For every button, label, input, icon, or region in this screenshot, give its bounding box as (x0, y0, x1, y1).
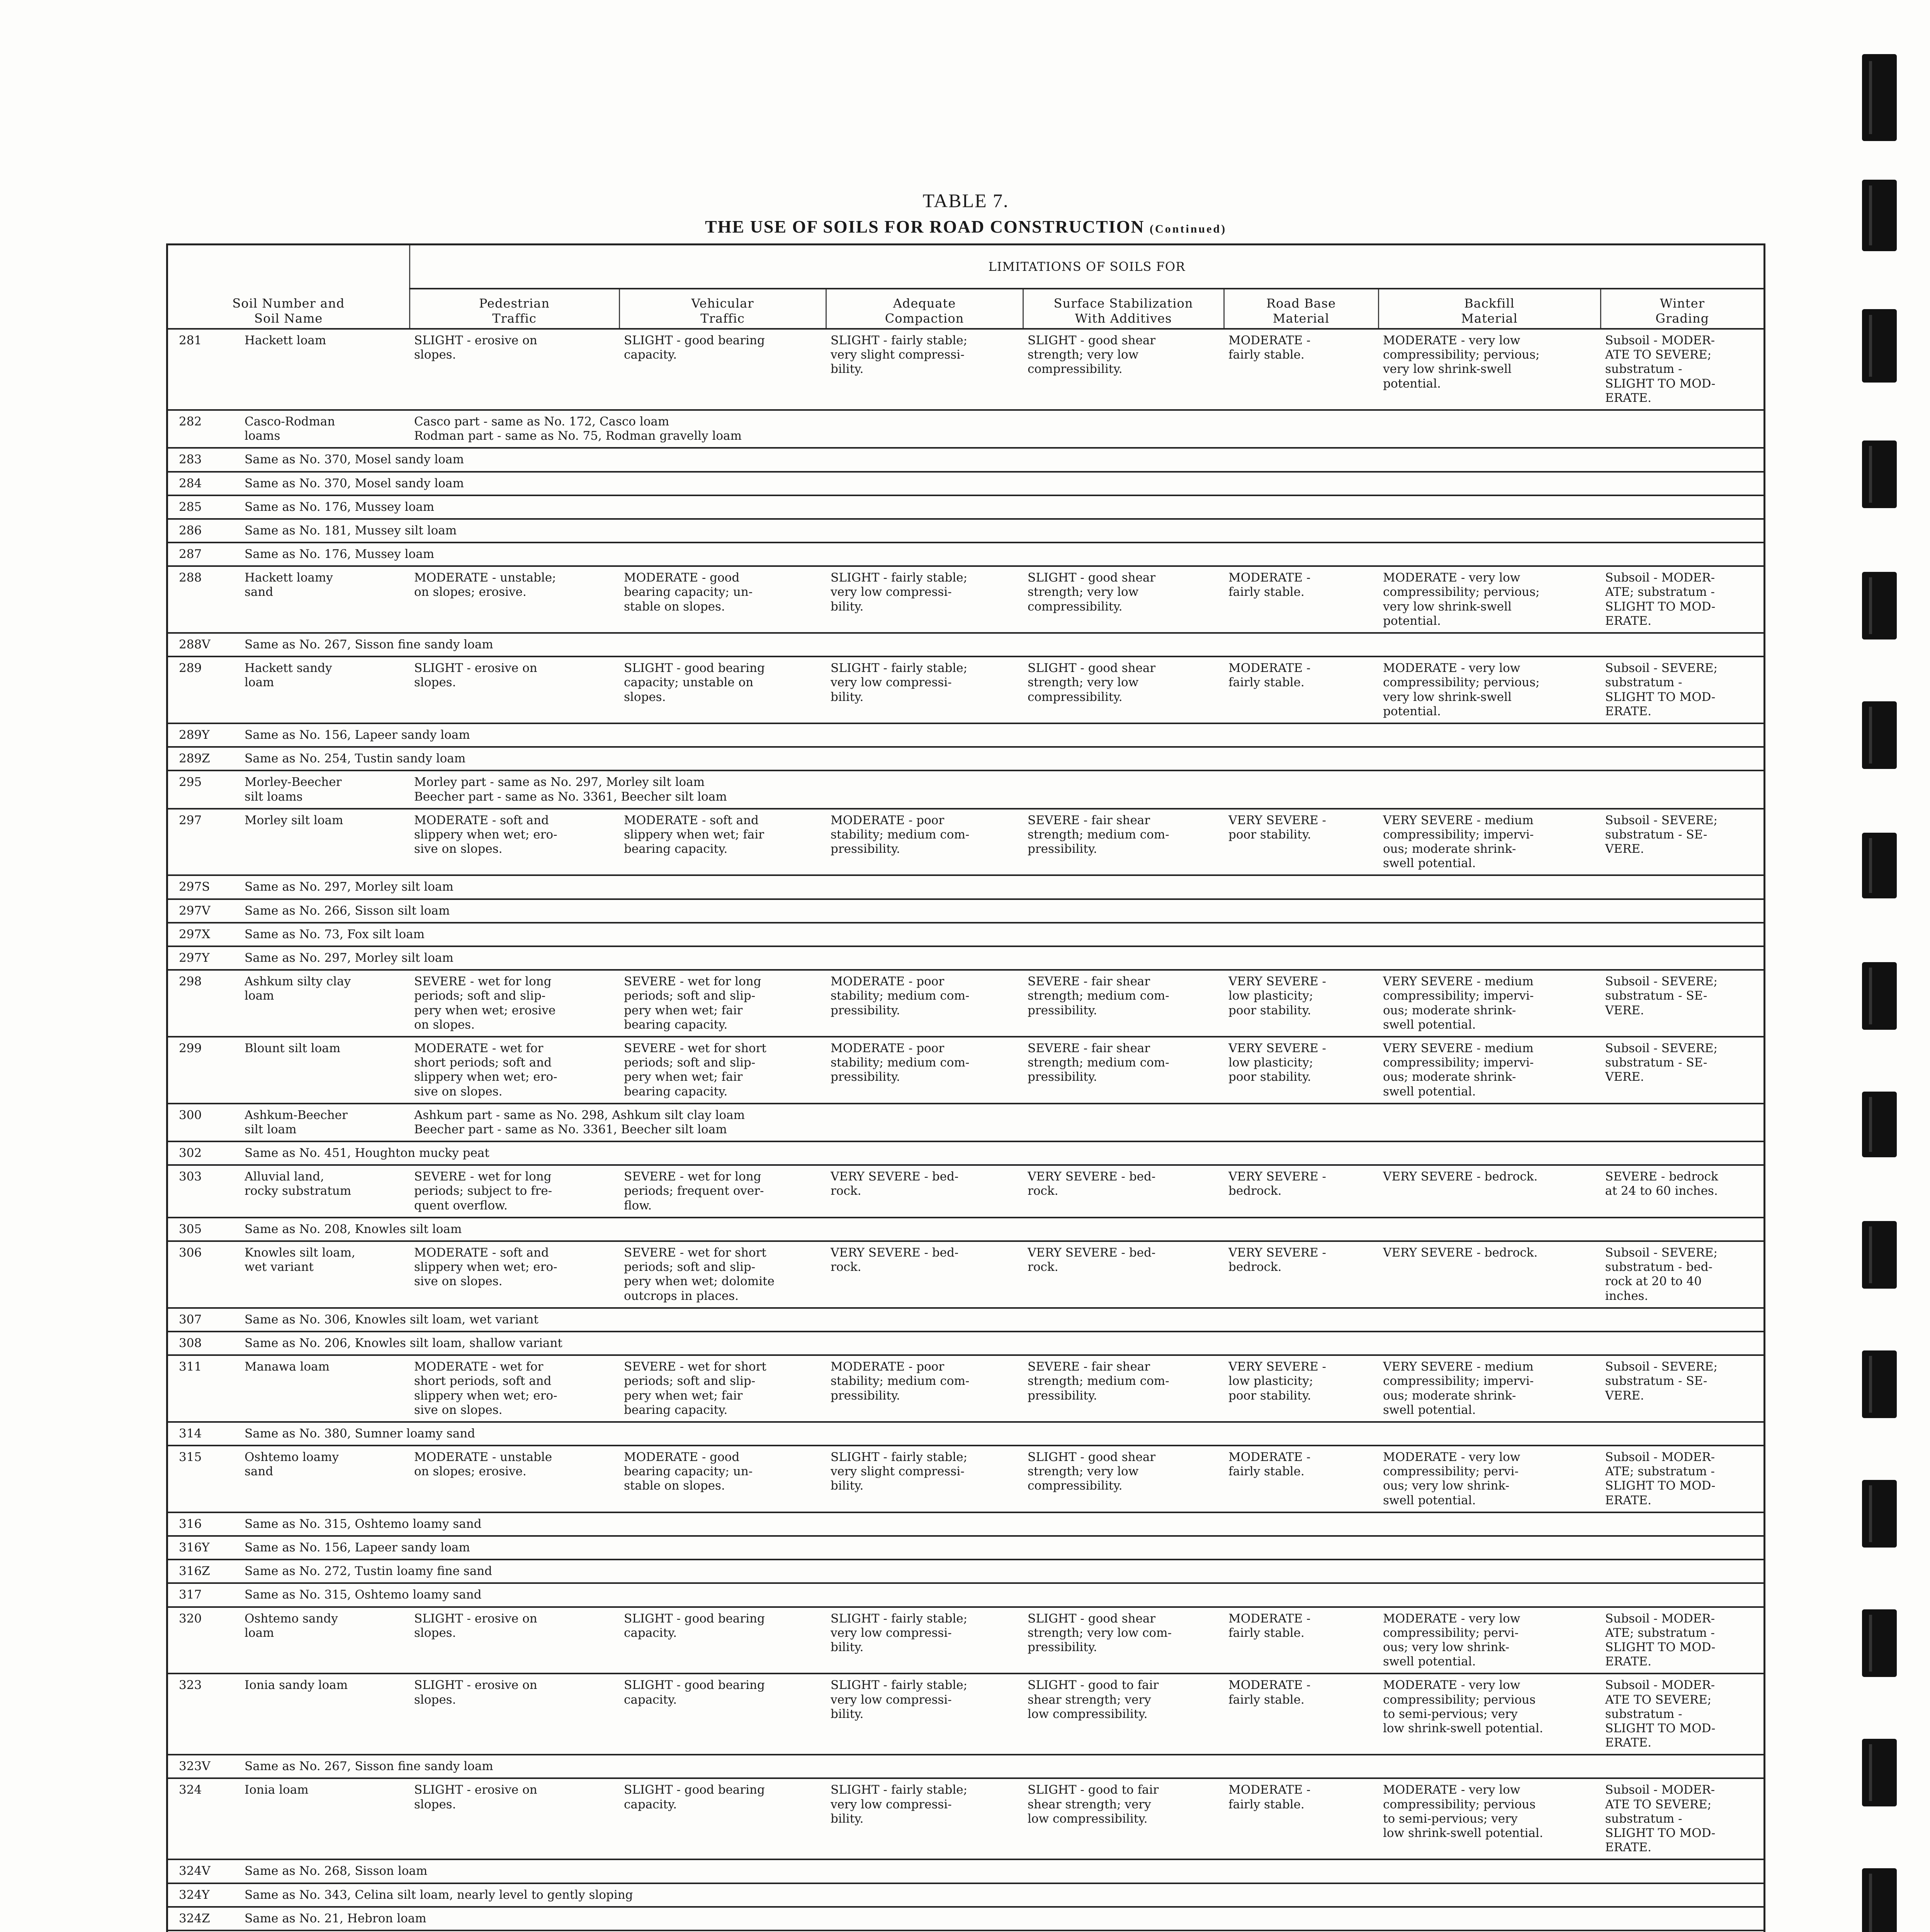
soil-number-text: 311 (179, 1360, 202, 1374)
soil-number (168, 495, 1764, 519)
soil-number-text: 285 (179, 500, 202, 514)
table-row (168, 1560, 1764, 1583)
table-row (168, 472, 1764, 495)
table-row (168, 1141, 1764, 1165)
same-as-text: Same as No. 208, Knowles silt loam (245, 1222, 462, 1236)
road-base-cell: MODERATE - fairly stable. (1224, 1673, 1378, 1755)
table-row (168, 875, 1764, 899)
pedestrian-cell: MODERATE - unstable; on slopes; erosive. (409, 566, 619, 633)
same-as-text: Same as No. 306, Knowles silt loam, wet variant (245, 1312, 539, 1327)
same-as-text: Same as No. 297, Morley silt loam (245, 951, 454, 965)
binding-mark (1862, 1739, 1897, 1806)
vehicular-cell: SLIGHT - good bearing capacity. (619, 329, 826, 410)
stabilization-cell: SEVERE - fair shear strength; medium com- pressibility. (1023, 809, 1224, 876)
stabilization-cell: VERY SEVERE - bed- rock. (1023, 1165, 1224, 1218)
header-soil-spacer (168, 245, 409, 289)
vehicular-cell: SLIGHT - good bearing capacity. (619, 1673, 826, 1755)
soil-number (168, 970, 409, 1037)
backfill-cell: MODERATE - very low compressibility; pervious; very low shrink-swell potential. (1378, 329, 1600, 410)
same-as-text: Casco part - same as No. 172, Casco loam Rodman part - same as No. 75, Rodman gravelly loam (409, 410, 1764, 448)
vehicular-cell: SEVERE - wet for short periods; soft and slip- pery when wet; fair bearing capacity. (619, 1355, 826, 1422)
road-base-cell: VERY SEVERE - low plasticity; poor stability. (1224, 1355, 1378, 1422)
soil-number (168, 1536, 1764, 1560)
table-row (168, 1778, 1764, 1859)
soil-name: Oshtemo loamy sand (245, 1450, 339, 1479)
same-as-text: Same as No. 73, Fox silt loam (245, 927, 425, 941)
road-base-cell: VERY SEVERE - poor stability. (1224, 809, 1378, 876)
soil-number (168, 923, 1764, 946)
same-as-text: Same as No. 176, Mussey loam (245, 547, 435, 561)
soil-number-text: 289Y (179, 728, 210, 742)
soil-number-text: 303 (179, 1170, 202, 1184)
soil-name: Oshtemo sandy loam (245, 1611, 338, 1640)
soil-number-text: 281 (179, 333, 202, 347)
soil-name: Manawa loam (245, 1360, 330, 1374)
table-row (168, 946, 1764, 970)
continued-label: (Continued) (1150, 223, 1227, 235)
table-row (168, 1241, 1764, 1308)
soil-number (168, 747, 1764, 770)
soil-name: Ionia loam (245, 1783, 309, 1797)
soil-number (168, 1607, 409, 1674)
winter-grading-cell: Subsoil - MODER- ATE; substratum - SLIGHT TO MOD- ERATE. (1600, 1446, 1764, 1512)
table-row (168, 1446, 1764, 1512)
same-as-text: Same as No. 370, Mosel sandy loam (245, 476, 464, 490)
compaction-cell: MODERATE - poor stability; medium com- pressibility. (826, 970, 1023, 1037)
same-as-text: Same as No. 315, Oshtemo loamy sand (245, 1517, 482, 1531)
soil-table-frame (166, 243, 1765, 1932)
same-as-text: Same as No. 370, Mosel sandy loam (245, 452, 464, 467)
pedestrian-cell: SEVERE - wet for long periods; soft and slip- pery when wet; erosive on slopes. (409, 970, 619, 1037)
table-row (168, 923, 1764, 946)
vehicular-cell: MODERATE - soft and slippery when wet; fair bearing capacity. (619, 809, 826, 876)
soil-number (168, 1560, 1764, 1583)
soil-number (168, 566, 409, 633)
soil-number-text: 324Z (179, 1911, 210, 1925)
road-base-cell: VERY SEVERE - bedrock. (1224, 1241, 1378, 1308)
soil-number (168, 809, 409, 876)
backfill-cell: VERY SEVERE - bedrock. (1378, 1165, 1600, 1218)
soil-number-text: 286 (179, 523, 202, 537)
soil-name: Ashkum silty clay loam (245, 975, 351, 1003)
backfill-cell: MODERATE - very low compressibility; pervi- ous; very low shrink- swell potential. (1378, 1607, 1600, 1674)
table-row (168, 1607, 1764, 1674)
compaction-cell: SLIGHT - fairly stable; very low compressi- bility. (826, 1778, 1023, 1859)
compaction-cell: SLIGHT - fairly stable; very slight compressi- bility. (826, 329, 1023, 410)
compaction-cell: SLIGHT - fairly stable; very low compressi- bility. (826, 566, 1023, 633)
same-as-text: Same as No. 156, Lapeer sandy loam (245, 728, 470, 742)
soil-number-text: 284 (179, 476, 202, 490)
soil-number (168, 1241, 409, 1308)
same-as-text: Ashkum part - same as No. 298, Ashkum silt clay loam Beecher part - same as No. 3361, Beecher silt loam (409, 1104, 1764, 1141)
winter-grading-cell: Subsoil - MODER- ATE; substratum - SLIGHT TO MOD- ERATE. (1600, 1607, 1764, 1674)
stabilization-cell: SEVERE - fair shear strength; medium com- pressibility. (1023, 1037, 1224, 1104)
road-base-cell: VERY SEVERE - bedrock. (1224, 1165, 1378, 1218)
backfill-cell: VERY SEVERE - medium compressibility; impervi- ous; moderate shrink- swell potential. (1378, 1037, 1600, 1104)
table-row (168, 747, 1764, 770)
soil-number (168, 329, 409, 410)
soil-number-text: 316Y (179, 1541, 210, 1554)
binding-mark (1862, 180, 1897, 251)
soil-number (168, 543, 1764, 566)
table-row (168, 1536, 1764, 1560)
table-row (168, 970, 1764, 1037)
soil-number (168, 723, 1764, 747)
soil-number (168, 633, 1764, 656)
soil-number-text: 295 (179, 775, 202, 789)
table-row (168, 410, 1764, 448)
backfill-cell: MODERATE - very low compressibility; pervi- ous; very low shrink- swell potential. (1378, 1446, 1600, 1512)
binding-mark (1862, 962, 1897, 1030)
table-row (168, 770, 1764, 808)
soil-number (168, 1037, 409, 1104)
soil-number-text: 297 (179, 813, 202, 827)
backfill-cell: MODERATE - very low compressibility; pervious; very low shrink-swell potential. (1378, 656, 1600, 723)
vehicular-cell: SLIGHT - good bearing capacity; unstable on slopes. (619, 656, 826, 723)
soil-number-text: 324 (179, 1783, 202, 1797)
table-row (168, 1165, 1764, 1218)
table-body (168, 329, 1764, 1930)
soil-name: Casco-Rodman loams (245, 414, 335, 443)
same-as-text: Same as No. 176, Mussey loam (245, 500, 435, 514)
soil-number (168, 875, 1764, 899)
pedestrian-cell: SEVERE - wet for long periods; subject to fre- quent overflow. (409, 1165, 619, 1218)
stabilization-cell: SLIGHT - good shear strength; very low compressibility. (1023, 566, 1224, 633)
soil-number-text: 306 (179, 1246, 202, 1260)
binding-mark (1862, 1350, 1897, 1418)
soil-name: Ashkum-Beecher silt loam (245, 1108, 348, 1136)
soil-number-text: 314 (179, 1426, 202, 1440)
soil-name: Hackett sandy loam (245, 661, 332, 690)
same-as-text: Same as No. 21, Hebron loam (245, 1911, 426, 1925)
same-as-text: Same as No. 267, Sisson fine sandy loam (245, 638, 493, 651)
soil-number (168, 519, 1764, 543)
vehicular-cell: SLIGHT - good bearing capacity. (619, 1607, 826, 1674)
compaction-cell: SLIGHT - fairly stable; very low compressi- bility. (826, 1673, 1023, 1755)
compaction-cell: SLIGHT - fairly stable; very slight compressi- bility. (826, 1446, 1023, 1512)
soil-number (168, 1218, 1764, 1241)
soil-number (168, 448, 1764, 471)
winter-grading-cell: Subsoil - MODER- ATE TO SEVERE; substratum - SLIGHT TO MOD- ERATE. (1600, 1673, 1764, 1755)
table-row (168, 1332, 1764, 1355)
binding-mark (1862, 440, 1897, 508)
soil-number (168, 1673, 409, 1755)
table-row (168, 1218, 1764, 1241)
binding-mark (1862, 54, 1897, 141)
header-road-base: Road Base Material (1224, 289, 1378, 329)
pedestrian-cell: SLIGHT - erosive on slopes. (409, 1607, 619, 1674)
binding-mark (1862, 572, 1897, 639)
compaction-cell: SLIGHT - fairly stable; very low compressi- bility. (826, 1607, 1023, 1674)
vehicular-cell: MODERATE - good bearing capacity; un- stable on slopes. (619, 566, 826, 633)
winter-grading-cell: Subsoil - MODER- ATE TO SEVERE; substratum - SLIGHT TO MOD- ERATE. (1600, 1778, 1764, 1859)
road-base-cell: MODERATE - fairly stable. (1224, 656, 1378, 723)
same-as-text: Same as No. 343, Celina silt loam, nearly level to gently sloping (245, 1888, 633, 1902)
winter-grading-cell: Subsoil - SEVERE; substratum - SE- VERE. (1600, 970, 1764, 1037)
soil-number (168, 1332, 1764, 1355)
vehicular-cell: SLIGHT - good bearing capacity. (619, 1778, 826, 1859)
soil-number-text: 324Y (179, 1888, 210, 1902)
vehicular-cell: SEVERE - wet for short periods; soft and slip- pery when wet; dolomite outcrops in places. (619, 1241, 826, 1308)
winter-grading-cell: Subsoil - SEVERE; substratum - SE- VERE. (1600, 1037, 1764, 1104)
binding-mark (1862, 833, 1897, 898)
soil-number-text: 297S (179, 880, 210, 894)
road-base-cell: MODERATE - fairly stable. (1224, 1446, 1378, 1512)
table-row (168, 566, 1764, 633)
winter-grading-cell: Subsoil - MODER- ATE TO SEVERE; substratum - SLIGHT TO MOD- ERATE. (1600, 329, 1764, 410)
table-row (168, 1673, 1764, 1755)
header-soil: Soil Number and Soil Name (168, 289, 409, 329)
stabilization-cell: SLIGHT - good shear strength; very low compressibility. (1023, 656, 1224, 723)
header-group: LIMITATIONS OF SOILS FOR (409, 245, 1764, 289)
table-row (168, 1104, 1764, 1141)
table-row (168, 1907, 1764, 1930)
table-row (168, 1512, 1764, 1536)
table-row (168, 448, 1764, 471)
table-row (168, 1355, 1764, 1422)
stabilization-cell: SLIGHT - good shear strength; very low compressibility. (1023, 1446, 1224, 1512)
pedestrian-cell: MODERATE - wet for short periods, soft and slippery when wet; ero- sive on slopes. (409, 1355, 619, 1422)
header-winter-grading: Winter Grading (1600, 289, 1764, 329)
soil-number-text: 323V (179, 1759, 211, 1774)
soil-table (168, 245, 1764, 1931)
table-row (168, 1583, 1764, 1607)
same-as-text: Same as No. 297, Morley silt loam (245, 880, 454, 894)
soil-name: Hackett loam (245, 333, 326, 347)
binding-mark (1862, 1092, 1897, 1157)
same-as-text: Morley part - same as No. 297, Morley silt loam Beecher part - same as No. 3361, Beecher silt loam (409, 770, 1764, 808)
pedestrian-cell: MODERATE - unstable on slopes; erosive. (409, 1446, 619, 1512)
same-as-text: Same as No. 380, Sumner loamy sand (245, 1426, 475, 1440)
table-row (168, 899, 1764, 923)
stabilization-cell: SEVERE - fair shear strength; medium com- pressibility. (1023, 1355, 1224, 1422)
table-row (168, 633, 1764, 656)
soil-number-text: 308 (179, 1336, 202, 1350)
same-as-text: Same as No. 272, Tustin loamy fine sand (245, 1564, 492, 1578)
same-as-text: Same as No. 315, Oshtemo loamy sand (245, 1588, 482, 1602)
backfill-cell: MODERATE - very low compressibility; pervious; very low shrink-swell potential. (1378, 566, 1600, 633)
stabilization-cell: SLIGHT - good to fair shear strength; very low compressibility. (1023, 1778, 1224, 1859)
soil-number (168, 1512, 1764, 1536)
soil-number-text: 289Z (179, 752, 210, 766)
soil-number-text: 297V (179, 903, 211, 918)
soil-number (168, 1446, 409, 1512)
binding-mark (1862, 1480, 1897, 1548)
binding-mark (1862, 1609, 1897, 1677)
same-as-text: Same as No. 206, Knowles silt loam, shallow variant (245, 1336, 562, 1350)
table-row (168, 329, 1764, 410)
soil-number (168, 1165, 409, 1218)
soil-number (168, 1308, 1764, 1332)
binding-mark (1862, 1868, 1897, 1932)
stabilization-cell: SLIGHT - good shear strength; very low compressibility. (1023, 329, 1224, 410)
soil-name: Morley-Beecher silt loams (245, 775, 342, 804)
soil-number (168, 1755, 1764, 1778)
binding-mark (1862, 701, 1897, 769)
pedestrian-cell: MODERATE - soft and slippery when wet; ero- sive on slopes. (409, 1241, 619, 1308)
soil-number (168, 472, 1764, 495)
stabilization-cell: SEVERE - fair shear strength; medium com- pressibility. (1023, 970, 1224, 1037)
soil-number-text: 289 (179, 661, 202, 675)
table-row (168, 656, 1764, 723)
soil-number-text: 288V (179, 638, 211, 651)
winter-grading-cell: SEVERE - bedrock at 24 to 60 inches. (1600, 1165, 1764, 1218)
soil-number-text: 297X (179, 927, 211, 941)
soil-number (168, 1907, 1764, 1930)
soil-number (168, 1778, 409, 1859)
table-row (168, 1859, 1764, 1883)
pedestrian-cell: MODERATE - wet for short periods; soft and slippery when wet; ero- sive on slopes. (409, 1037, 619, 1104)
stabilization-cell: SLIGHT - good shear strength; very low com- pressibility. (1023, 1607, 1224, 1674)
soil-number (168, 770, 409, 808)
same-as-text: Same as No. 268, Sisson loam (245, 1864, 428, 1878)
road-base-cell: VERY SEVERE - low plasticity; poor stability. (1224, 1037, 1378, 1104)
soil-number-text: 302 (179, 1146, 202, 1160)
soil-number (168, 946, 1764, 970)
table-row (168, 495, 1764, 519)
winter-grading-cell: Subsoil - SEVERE; substratum - bed- rock at 20 to 40 inches. (1600, 1241, 1764, 1308)
soil-number-text: 283 (179, 452, 202, 467)
compaction-cell: MODERATE - poor stability; medium com- pressibility. (826, 1355, 1023, 1422)
soil-number (168, 899, 1764, 923)
soil-name: Knowles silt loam, wet variant (245, 1246, 355, 1274)
soil-number-text: 316 (179, 1517, 202, 1531)
header-backfill: Backfill Material (1378, 289, 1600, 329)
backfill-cell: VERY SEVERE - bedrock. (1378, 1241, 1600, 1308)
pedestrian-cell: SLIGHT - erosive on slopes. (409, 329, 619, 410)
same-as-text: Same as No. 451, Houghton mucky peat (245, 1146, 489, 1160)
vehicular-cell: MODERATE - good bearing capacity; un- stable on slopes. (619, 1446, 826, 1512)
table-number: TABLE 7. (923, 190, 1009, 211)
vehicular-cell: SEVERE - wet for long periods; frequent over- flow. (619, 1165, 826, 1218)
binding-mark (1862, 1221, 1897, 1289)
table-row (168, 519, 1764, 543)
soil-number-text: 324V (179, 1864, 211, 1878)
compaction-cell: MODERATE - poor stability; medium com- pressibility. (826, 809, 1023, 876)
vehicular-cell: SEVERE - wet for long periods; soft and slip- pery when wet; fair bearing capacity. (619, 970, 826, 1037)
same-as-text: Same as No. 266, Sisson silt loam (245, 903, 450, 918)
table-row (168, 543, 1764, 566)
header-compaction: Adequate Compaction (826, 289, 1023, 329)
table-title (166, 216, 1765, 237)
header-stabilization: Surface Stabilization With Additives (1023, 289, 1224, 329)
table-row (168, 1037, 1764, 1104)
soil-number-text: 300 (179, 1108, 202, 1122)
soil-number-text: 316Z (179, 1564, 210, 1578)
soil-number-text: 315 (179, 1450, 202, 1464)
soil-number (168, 1422, 1764, 1446)
soil-number (168, 1141, 1764, 1165)
header-vehicular: Vehicular Traffic (619, 289, 826, 329)
soil-number-text: 288 (179, 571, 202, 585)
soil-number-text: 323 (179, 1678, 202, 1692)
soil-number-text: 307 (179, 1312, 202, 1327)
same-as-text: Same as No. 254, Tustin sandy loam (245, 752, 466, 766)
compaction-cell: MODERATE - poor stability; medium com- pressibility. (826, 1037, 1023, 1104)
soil-number-text: 282 (179, 414, 202, 429)
soil-number-text: 297Y (179, 951, 210, 965)
winter-grading-cell: Subsoil - SEVERE; substratum - SE- VERE. (1600, 1355, 1764, 1422)
table-row (168, 1308, 1764, 1332)
header-pedestrian: Pedestrian Traffic (409, 289, 619, 329)
soil-name: Hackett loamy sand (245, 571, 333, 599)
compaction-cell: VERY SEVERE - bed- rock. (826, 1165, 1023, 1218)
soil-name: Blount silt loam (245, 1041, 341, 1055)
road-base-cell: MODERATE - fairly stable. (1224, 329, 1378, 410)
soil-name: Ionia sandy loam (245, 1678, 348, 1692)
road-base-cell: MODERATE - fairly stable. (1224, 566, 1378, 633)
same-as-text: Same as No. 267, Sisson fine sandy loam (245, 1759, 493, 1774)
stabilization-cell: SLIGHT - good to fair shear strength; very low compressibility. (1023, 1673, 1224, 1755)
soil-name: Alluvial land, rocky substratum (245, 1170, 352, 1198)
table-row (168, 1422, 1764, 1446)
backfill-cell: MODERATE - very low compressibility; pervious to semi-pervious; very low shrink-swell potential. (1378, 1673, 1600, 1755)
soil-number-text: 320 (179, 1611, 202, 1626)
soil-number-text: 298 (179, 975, 202, 989)
pedestrian-cell: MODERATE - soft and slippery when wet; ero- sive on slopes. (409, 809, 619, 876)
table-title-text: THE USE OF SOILS FOR ROAD CONSTRUCTION (705, 217, 1145, 236)
backfill-cell: VERY SEVERE - medium compressibility; impervi- ous; moderate shrink- swell potential. (1378, 1355, 1600, 1422)
soil-number-text: 299 (179, 1041, 202, 1055)
backfill-cell: VERY SEVERE - medium compressibility; impervi- ous; moderate shrink- swell potential. (1378, 970, 1600, 1037)
stabilization-cell: VERY SEVERE - bed- rock. (1023, 1241, 1224, 1308)
soil-number (168, 410, 409, 448)
pedestrian-cell: SLIGHT - erosive on slopes. (409, 1778, 619, 1859)
soil-name: Morley silt loam (245, 813, 343, 827)
soil-number (168, 1859, 1764, 1883)
soil-number-text: 317 (179, 1588, 202, 1602)
compaction-cell: SLIGHT - fairly stable; very low compressi- bility. (826, 656, 1023, 723)
compaction-cell: VERY SEVERE - bed- rock. (826, 1241, 1023, 1308)
road-base-cell: MODERATE - fairly stable. (1224, 1607, 1378, 1674)
winter-grading-cell: Subsoil - SEVERE; substratum - SE- VERE. (1600, 809, 1764, 876)
same-as-text: Same as No. 156, Lapeer sandy loam (245, 1541, 470, 1554)
soil-number (168, 1355, 409, 1422)
soil-number-text: 305 (179, 1222, 202, 1236)
table-row (168, 809, 1764, 876)
table-row (168, 723, 1764, 747)
binding-mark (1862, 309, 1897, 383)
road-base-cell: MODERATE - fairly stable. (1224, 1778, 1378, 1859)
backfill-cell: VERY SEVERE - medium compressibility; impervi- ous; moderate shrink- swell potential. (1378, 809, 1600, 876)
winter-grading-cell: Subsoil - SEVERE; substratum - SLIGHT TO MOD- ERATE. (1600, 656, 1764, 723)
table-row (168, 1883, 1764, 1907)
soil-number (168, 1583, 1764, 1607)
pedestrian-cell: SLIGHT - erosive on slopes. (409, 656, 619, 723)
vehicular-cell: SEVERE - wet for short periods; soft and slip- pery when wet; fair bearing capacity. (619, 1037, 826, 1104)
soil-number-text: 287 (179, 547, 202, 561)
winter-grading-cell: Subsoil - MODER- ATE; substratum - SLIGHT TO MOD- ERATE. (1600, 566, 1764, 633)
table-row (168, 1755, 1764, 1778)
soil-number (168, 656, 409, 723)
soil-number (168, 1883, 1764, 1907)
road-base-cell: VERY SEVERE - low plasticity; poor stability. (1224, 970, 1378, 1037)
pedestrian-cell: SLIGHT - erosive on slopes. (409, 1673, 619, 1755)
backfill-cell: MODERATE - very low compressibility; pervious to semi-pervious; very low shrink-swell potential. (1378, 1778, 1600, 1859)
same-as-text: Same as No. 181, Mussey silt loam (245, 523, 457, 537)
soil-number (168, 1104, 409, 1141)
